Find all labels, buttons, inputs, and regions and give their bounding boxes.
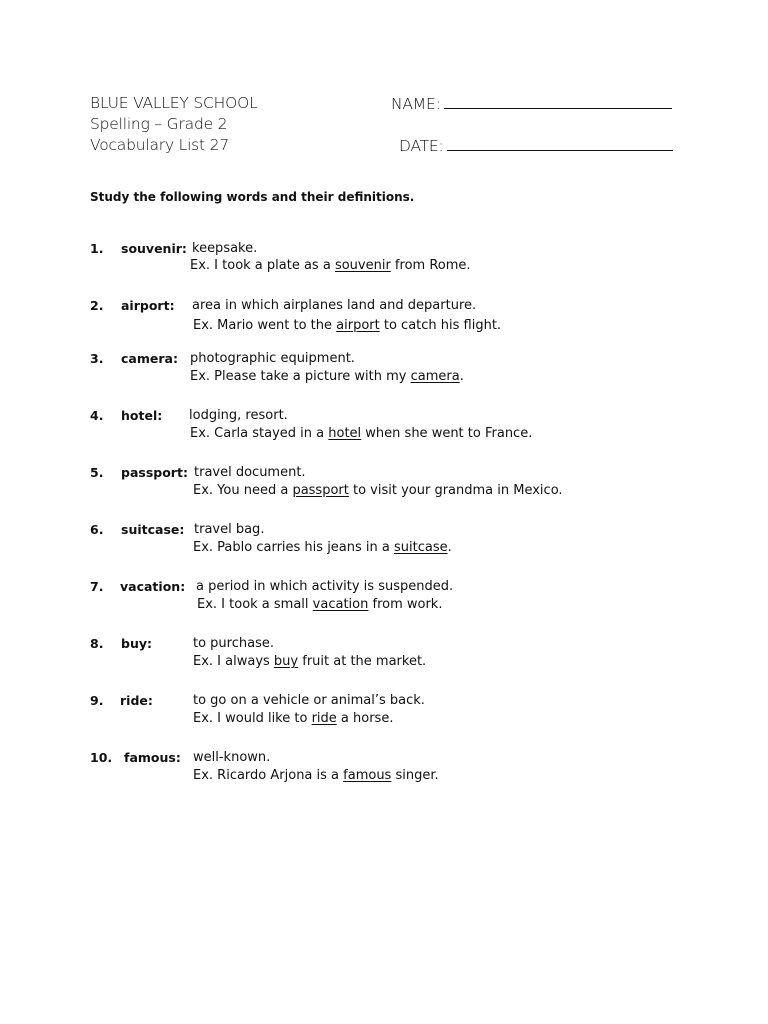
entry-definition: travel bag. — [194, 522, 265, 537]
entry-example: Ex. Please take a picture with my camera. — [190, 369, 464, 384]
entry-definition: lodging, resort. — [189, 408, 288, 423]
entry-example: Ex. I would like to ride a horse. — [193, 711, 394, 726]
vocab-entry-souvenir — [90, 240, 730, 280]
vocabulary-list-title: Vocabulary List 27 — [90, 136, 229, 154]
example-key-word: buy — [273, 654, 299, 669]
vocab-entry-passport — [90, 464, 730, 504]
date-blank-line — [447, 138, 673, 151]
entry-number: 5. — [90, 465, 104, 480]
example-key-word: airport — [336, 318, 380, 333]
entry-number: 7. — [90, 579, 104, 594]
entry-example: Ex. Carla stayed in a hotel when she went to France. — [190, 426, 533, 441]
entry-term: hotel: — [121, 408, 163, 423]
example-key-word: camera — [410, 369, 460, 384]
entry-term: ride: — [120, 693, 153, 708]
vocab-entry-suitcase — [90, 521, 730, 561]
entry-term: buy: — [121, 636, 152, 651]
entry-example: Ex. You need a passport to visit your grandma in Mexico. — [193, 483, 563, 498]
vocab-entry-famous — [90, 749, 730, 789]
entry-term: vacation: — [120, 579, 186, 594]
entry-example: Ex. Ricardo Arjona is a famous singer. — [193, 768, 439, 783]
example-key-word: ride — [311, 711, 337, 726]
name-blank-line — [444, 96, 672, 109]
subject-grade: Spelling – Grade 2 — [90, 115, 228, 133]
entry-definition: a period in which activity is suspended. — [196, 579, 454, 594]
entry-term: famous: — [124, 750, 181, 765]
vocab-entry-vacation — [90, 578, 730, 618]
entry-number: 10. — [90, 750, 113, 765]
entry-number: 3. — [90, 351, 104, 366]
entry-definition: to purchase. — [193, 636, 274, 651]
date-field — [399, 138, 673, 155]
entry-example: Ex. I took a plate as a souvenir from Rome. — [190, 258, 471, 273]
vocab-entry-buy — [90, 635, 730, 675]
entry-number: 4. — [90, 408, 104, 423]
entry-number: 2. — [90, 298, 104, 313]
entry-term: souvenir: — [121, 241, 187, 256]
entry-example: Ex. Mario went to the airport to catch his flight. — [193, 318, 502, 333]
entry-definition: well-known. — [193, 750, 271, 765]
instructions: Study the following words and their definitions. — [90, 190, 415, 204]
vocab-entry-ride — [90, 692, 730, 732]
example-key-word: vacation — [312, 597, 369, 612]
entry-definition: photographic equipment. — [190, 351, 355, 366]
entry-example: Ex. I always buy fruit at the market. — [193, 654, 427, 669]
example-key-word: souvenir — [334, 258, 391, 273]
example-key-word: passport — [292, 483, 349, 498]
entry-number: 8. — [90, 636, 104, 651]
entry-number: 1. — [90, 241, 104, 256]
entry-term: passport: — [121, 465, 188, 480]
entry-example: Ex. Pablo carries his jeans in a suitcase. — [193, 540, 452, 555]
name-field — [391, 96, 672, 113]
vocab-entry-hotel — [90, 407, 730, 447]
school-name: BLUE VALLEY SCHOOL — [90, 94, 258, 112]
date-label: DATE: — [399, 137, 444, 155]
example-key-word: hotel — [328, 426, 362, 441]
entry-definition: area in which airplanes land and departure. — [192, 298, 477, 313]
example-key-word: suitcase — [394, 540, 448, 555]
entry-number: 9. — [90, 693, 104, 708]
entry-definition: travel document. — [194, 465, 306, 480]
entry-number: 6. — [90, 522, 104, 537]
name-label: NAME: — [391, 95, 441, 113]
entry-term: airport: — [121, 298, 175, 313]
entry-definition: to go on a vehicle or animal’s back. — [193, 693, 425, 708]
entry-definition: keepsake. — [192, 241, 258, 256]
entry-term: camera: — [121, 351, 178, 366]
entry-example: Ex. I took a small vacation from work. — [197, 597, 443, 612]
entry-term: suitcase: — [121, 522, 185, 537]
example-key-word: famous — [343, 768, 392, 783]
vocab-entry-camera — [90, 350, 730, 390]
vocab-entry-airport — [90, 297, 730, 337]
